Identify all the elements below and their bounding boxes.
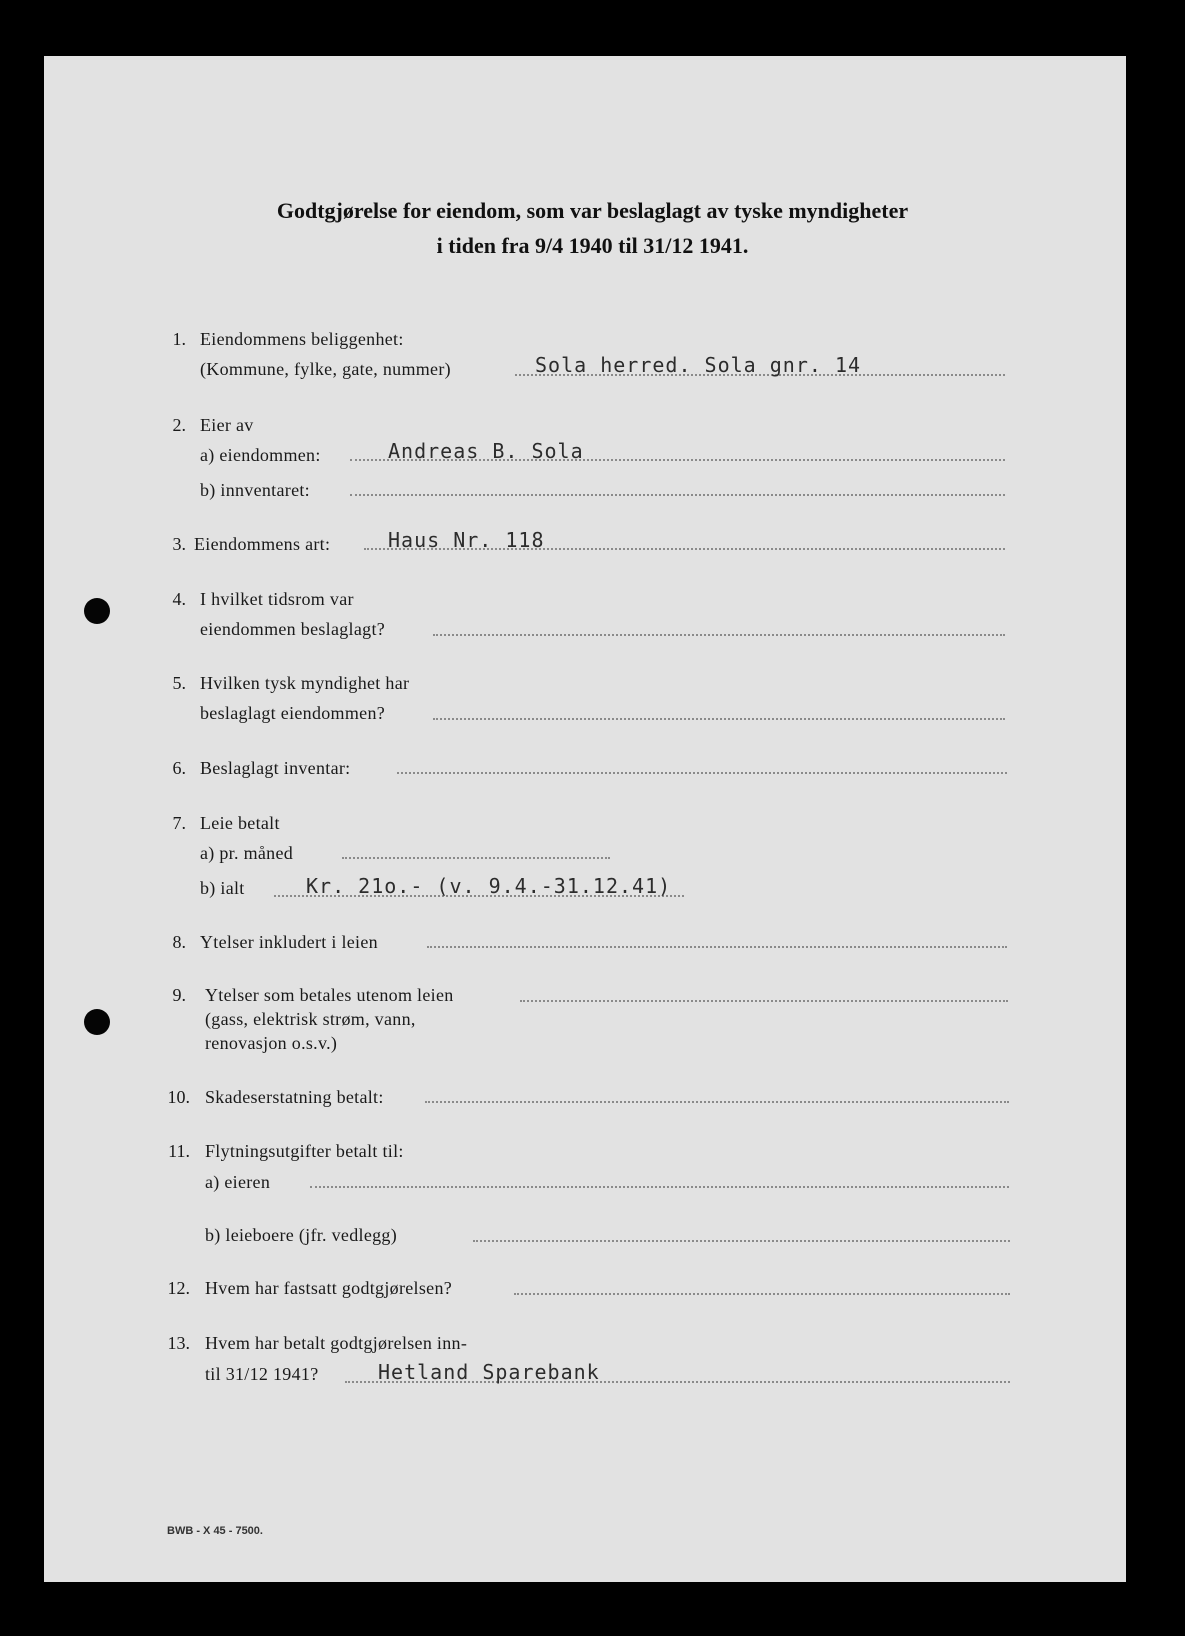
q9-sublabel-2: renovasjon o.s.v.) (205, 1033, 338, 1053)
q4-number: 4. (172, 589, 186, 609)
q2b-answer-line (350, 494, 1005, 496)
q4-answer-line (433, 634, 1005, 636)
q5-number: 5. (172, 673, 186, 693)
q7a-label: a) pr. måned (200, 843, 294, 863)
q10-answer-line (425, 1101, 1009, 1103)
q2-label: Eier av (200, 415, 254, 435)
q10-number: 10. (167, 1087, 190, 1107)
q13-number: 13. (167, 1333, 190, 1353)
q7b-answer: Kr. 21o.- (v. 9.4.-31.12.41) (306, 874, 672, 898)
q13-answer: Hetland Sparebank (378, 1360, 600, 1384)
form-title-line1: Godtgjørelse for eiendom, som var beslaglagt av tyske myndigheter (276, 198, 909, 223)
punch-hole-lower (84, 1009, 110, 1035)
q12-number: 12. (167, 1278, 190, 1298)
q5-sublabel: beslaglagt eiendommen? (200, 703, 386, 723)
q7-label: Leie betalt (200, 813, 280, 833)
q6-label: Beslaglagt inventar: (200, 758, 351, 778)
q7a-answer-line (342, 857, 610, 859)
q9-sublabel-1: (gass, elektrisk strøm, vann, (205, 1009, 416, 1029)
q1-number: 1. (172, 329, 186, 349)
q6-answer-line (397, 772, 1007, 774)
q3-answer: Haus Nr. 118 (388, 528, 545, 552)
q13-sublabel: til 31/12 1941? (205, 1364, 319, 1384)
q10-label: Skadeserstatning betalt: (205, 1087, 384, 1107)
q9-label: Ytelser som betales utenom leien (205, 985, 454, 1005)
q5-label: Hvilken tysk myndighet har (200, 673, 410, 693)
q3-label: Eiendommens art: (194, 534, 331, 554)
q7b-label: b) ialt (200, 878, 245, 898)
q8-answer-line (427, 946, 1007, 948)
q2b-label: b) innventaret: (200, 480, 310, 500)
q3-number: 3. (172, 534, 186, 554)
q12-label: Hvem har fastsatt godtgjørelsen? (205, 1278, 453, 1298)
punch-hole-upper (84, 598, 110, 624)
q11b-answer-line (473, 1240, 1010, 1242)
q4-label: I hvilket tidsrom var (200, 589, 354, 609)
form-footer-code: BWB - X 45 - 7500. (167, 1525, 263, 1537)
q13-label: Hvem har betalt godtgjørelsen inn- (205, 1333, 468, 1353)
q2a-answer: Andreas B. Sola (388, 439, 584, 463)
q2a-label: a) eiendommen: (200, 445, 321, 465)
q5-answer-line (433, 718, 1005, 720)
form-title-line2: i tiden fra 9/4 1940 til 31/12 1941. (436, 233, 749, 258)
q11-number: 11. (168, 1141, 190, 1161)
q11-label: Flytningsutgifter betalt til: (205, 1141, 404, 1161)
q8-number: 8. (172, 932, 186, 952)
q11a-label: a) eieren (205, 1172, 271, 1192)
q6-number: 6. (172, 758, 186, 778)
q1-answer: Sola herred. Sola gnr. 14 (535, 353, 862, 377)
q1-label: Eiendommens beliggenhet: (200, 329, 404, 349)
q1-sublabel: (Kommune, fylke, gate, nummer) (200, 359, 451, 379)
q4-sublabel: eiendommen beslaglagt? (200, 619, 386, 639)
q11a-answer-line (310, 1186, 1009, 1188)
q9-number: 9. (172, 985, 186, 1005)
q9-answer-line (520, 1000, 1008, 1002)
q7-number: 7. (172, 813, 186, 833)
q2-number: 2. (172, 415, 186, 435)
q11b-label: b) leieboere (jfr. vedlegg) (205, 1225, 398, 1245)
q12-answer-line (514, 1293, 1010, 1295)
q8-label: Ytelser inkludert i leien (200, 932, 378, 952)
